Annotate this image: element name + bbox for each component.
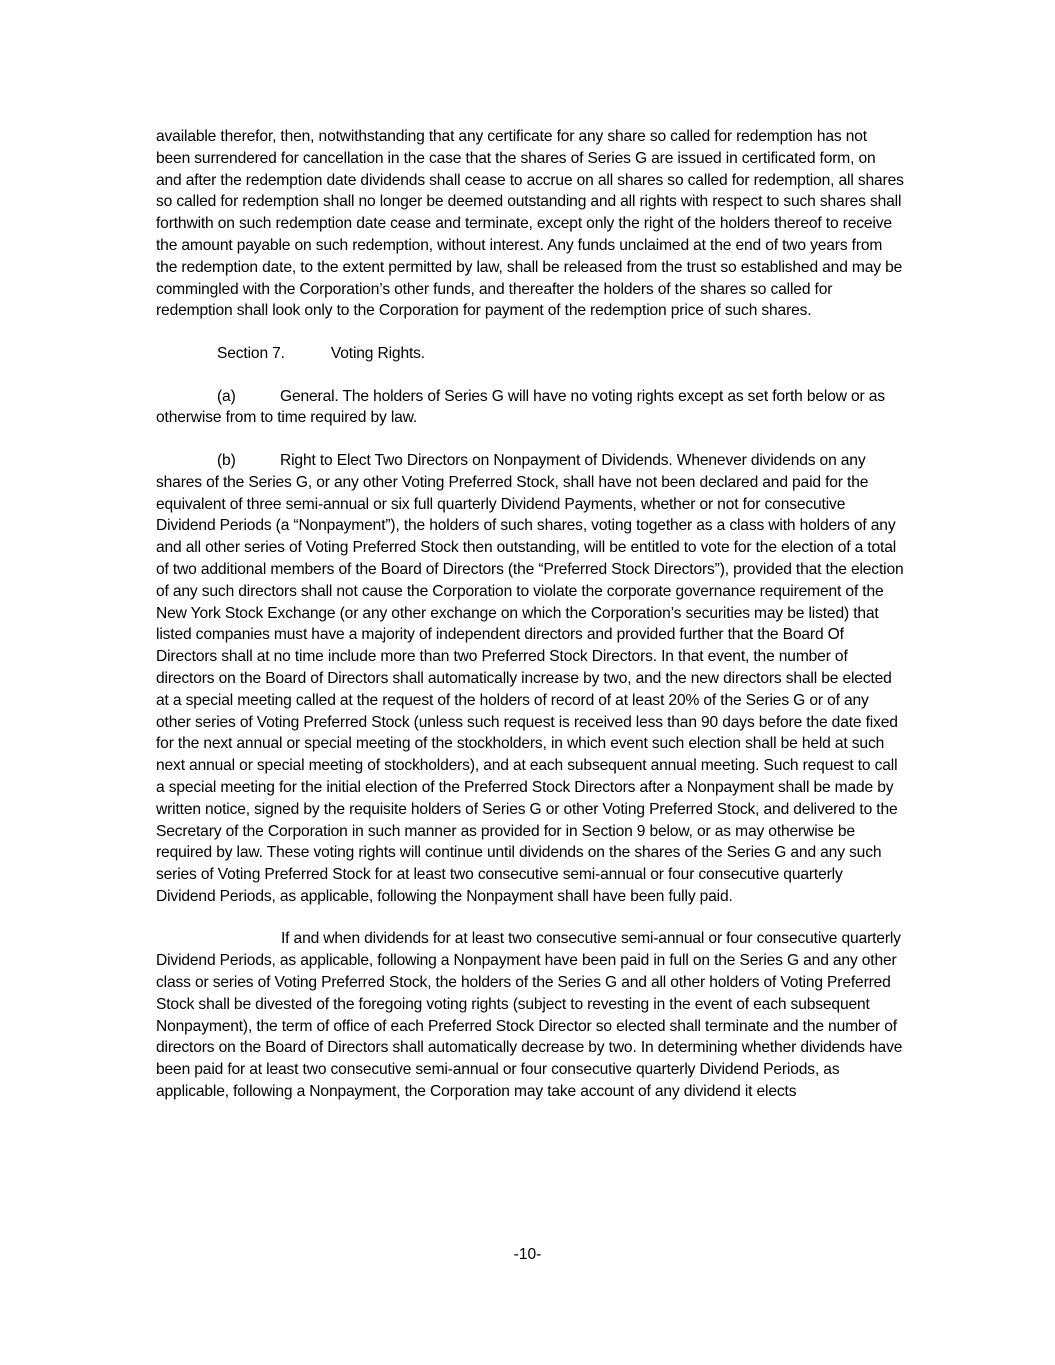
- paragraph-b-heading: Right to Elect Two Directors on Nonpayment of Dividends.: [280, 451, 673, 469]
- paragraph-a-heading: General.: [280, 387, 339, 405]
- paragraph-a: [156, 386, 904, 430]
- redemption-paragraph: available therefor, then, notwithstanding that any certificate for any share so called for redemption has not been surrendered for cancellation in the case that the shares of Series G are issued in certificated form, on and after the redemption date dividends shall cease to accrue on all shares so called for redemption, all shares so called for redemption shall no longer be deemed outstanding and all rights with respect to such shares shall forthwith on such redemption date cease and terminate, except only the right of the holders thereof to receive the amount payable on such redemption, without interest. Any funds unclaimed at the end of two years from the redemption date, to the extent permitted by law, shall be released from the trust so established and may be commingled with the Corporation’s other funds, and thereafter the holders of the shares so called for redemption shall look only to the Corporation for payment of the redemption price of such shares.: [156, 128, 904, 320]
- paragraph-b-marker: (b): [217, 451, 236, 469]
- section-title: Voting Rights.: [330, 344, 425, 362]
- page-number: -10-: [513, 1246, 542, 1263]
- paragraph-a-marker: (a): [217, 387, 236, 405]
- document-body: [156, 126, 904, 1103]
- paragraph-b-text: Whenever dividends on any shares of the Series G, or any other Voting Preferred Stock, shall have not been declared and paid for the equivalent of three semi-annual or six full quarterly Dividend Payments, whether or not for consecutive Dividend Periods (a “Nonpayment”), the holders of such shares, voting together as a class with holders of any and all other series of Voting Preferred Stock then outstanding, will be entitled to vote for the election of a total of two additional members of the Board of Directors (the “Preferred Stock Directors”), provided that the election of any such directors shall not cause the Corporation to violate the corporate governance requirement of the New York Stock Exchange (or any other exchange on which the Corporation’s securities may be listed) that listed companies must have a majority of independent directors and provided further that the Board Of Directors shall at no time include more than two Preferred Stock Directors. In that event, the number of directors on the Board of Directors shall automatically increase by two, and the new directors shall be elected at a special meeting called at the request of the holders of record of at least 20% of the Series G or of any other series of Voting Preferred Stock (unless such request is received less than 90 days before the date fixed for the next annual or special meeting of the stockholders, in which event such election shall be held at such next annual or special meeting of stockholders), and at each subsequent annual meeting. Such request to call a special meeting for the initial election of the Preferred Stock Directors after a Nonpayment shall be made by written notice, signed by the requisite holders of Series G or other Voting Preferred Stock, and delivered to the Secretary of the Corporation in such manner as provided for in Section 9 below, or as may otherwise be required by law. These voting rights will continue until dividends on the shares of the Series G and any such series of Voting Preferred Stock for at least two consecutive semi-annual or four consecutive quarterly Dividend Periods, as applicable, following the Nonpayment shall have been fully paid.: [156, 451, 904, 905]
- paragraph-divestment: If and when dividends for at least two consecutive semi-annual or four consecutive quarterly Dividend Periods, as applicable, following a Nonpayment have been paid in full on the Series G and any other class or series of Voting Preferred Stock, the holders of the Series G and all other holders of Voting Preferred Stock shall be divested of the foregoing voting rights (subject to revesting in the event of each subsequent Nonpayment), the term of office of each Preferred Stock Director so elected shall terminate and the number of directors on the Board of Directors shall automatically decrease by two. In determining whether dividends have been paid for at least two consecutive semi-annual or four consecutive quarterly Dividend Periods, as applicable, following a Nonpayment, the Corporation may take account of any dividend it elects: [156, 930, 903, 1101]
- section-heading: [156, 343, 904, 365]
- paragraph-b: [156, 450, 904, 908]
- section-number: Section 7.: [217, 344, 285, 362]
- paragraph-a-text: The holders of Series G will have no voting rights except as set forth below or as otherwise from to time required by law.: [156, 387, 885, 427]
